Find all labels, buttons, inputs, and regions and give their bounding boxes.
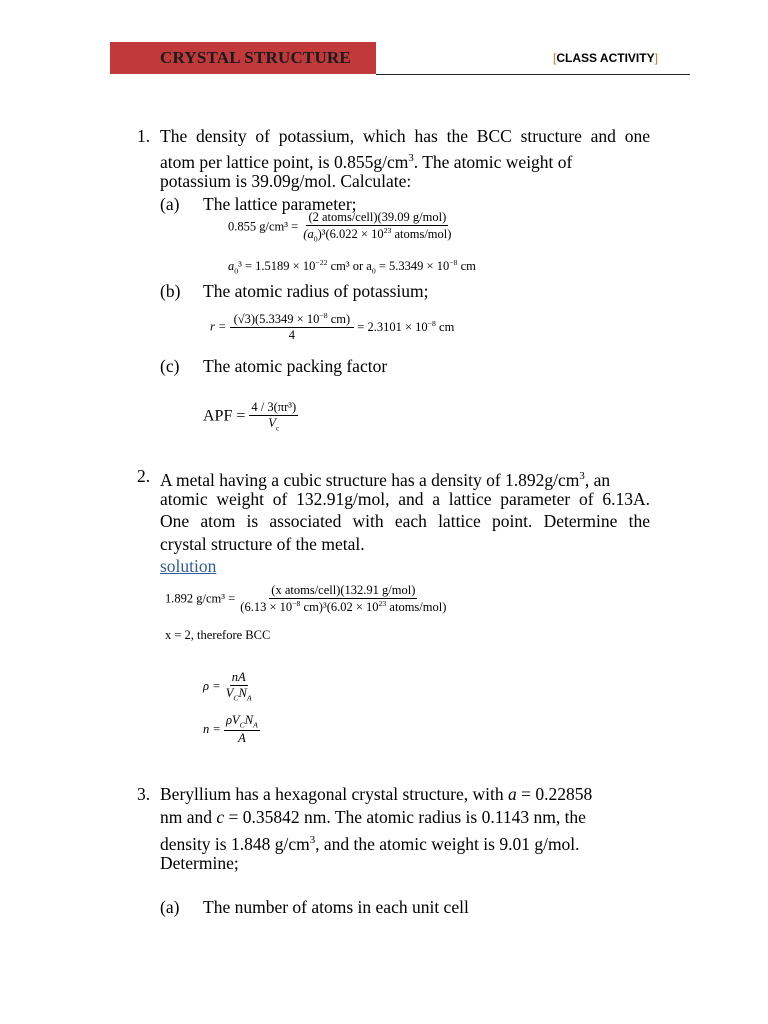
q1-eq-radius-fraction xyxy=(230,311,355,343)
q1-eq-density-numerator: (2 atoms/cell)(39.09 g/mol) xyxy=(308,210,447,224)
q1b-label: (b) xyxy=(160,281,181,301)
eq3-rhs-b: cm xyxy=(435,320,455,335)
q1-eq-den-c: atoms/mol) xyxy=(391,227,452,242)
q3-line-3-b: , and the atomic weight is 9.01 g/mol. xyxy=(315,833,580,854)
q2-eq-n-fraction xyxy=(224,713,260,746)
n-num-b: N xyxy=(244,713,254,727)
rho-den: V xyxy=(225,686,234,700)
q1-eq-lattice-result xyxy=(228,258,476,276)
q2-eq-n-numerator xyxy=(224,713,260,731)
q1-line-2-sup: 3 xyxy=(408,152,414,164)
q1-eq-apf-numerator: 4 / 3(πr³) xyxy=(251,400,297,414)
page-title: CRYSTAL STRUCTURE xyxy=(160,48,351,67)
q2-number: 2. xyxy=(137,466,151,486)
q1-line-2-text-b: . The atomic weight of xyxy=(413,151,573,172)
q3a-text: The number of atoms in each unit cell xyxy=(203,897,469,917)
q2-line-2: atomic weight of 132.91g/mol, and a lattice parameter of 6.13A. xyxy=(160,489,650,509)
q2-eq-density-lhs: 1.892 g/cm³ = xyxy=(165,591,236,606)
q1-eq-radius xyxy=(210,311,454,343)
class-activity-label: CLASS ACTIVITY xyxy=(556,51,655,65)
eq2-c: cm³ or a xyxy=(327,259,372,274)
q2-den-a: (6.13 × 10 xyxy=(240,600,293,615)
q1-line-2-text: atom per lattice point, is 0.855g/cm xyxy=(160,151,409,172)
eq2-d: = 5.3349 × 10 xyxy=(375,259,450,274)
n-num-sub1: C xyxy=(239,720,245,730)
header-rule xyxy=(376,74,690,75)
q2-eq-rho xyxy=(203,670,254,703)
q2-eq-result: x = 2, therefore BCC xyxy=(165,628,271,642)
q2-eq-rho-denominator xyxy=(224,686,254,703)
q1-line-3: potassium is 39.09g/mol. Calculate: xyxy=(160,171,412,191)
q3-line-4: Determine; xyxy=(160,853,239,873)
q1-eq-radius-lhs: r = xyxy=(210,319,227,334)
eq3-num-sup: −8 xyxy=(319,311,328,320)
bracket-open: [ xyxy=(553,51,557,65)
eq3-rhs-a: = 2.3101 × 10 xyxy=(357,320,428,335)
q1-line-1: The density of potassium, which has the BCC structure and one xyxy=(160,126,650,146)
q2-den-sup1: −8 xyxy=(292,599,301,608)
q2-line-4: crystal structure of the metal. xyxy=(160,534,365,554)
q2-eq-density-fraction xyxy=(238,583,448,615)
q1-eq-den-b: )³(6.022 × 10 xyxy=(317,227,384,242)
eq3-num-a: (√3)(5.3349 × 10 xyxy=(233,312,320,327)
eq2-sup2: −8 xyxy=(449,258,458,267)
eq2-a: a xyxy=(228,259,235,274)
q3-line-2-a: nm and xyxy=(160,807,217,827)
q1-eq-radius-denominator: 4 xyxy=(288,328,295,343)
q3-var-c: c xyxy=(216,807,225,827)
q3-var-a: a xyxy=(507,784,517,804)
q2-eq-n-denominator: A xyxy=(238,730,246,745)
eq2-sub2: 0 xyxy=(371,266,376,276)
q1-line-2 xyxy=(160,147,572,173)
q1-eq-density-fraction xyxy=(301,210,453,244)
eq2-e: cm xyxy=(457,259,476,274)
q1-eq-apf xyxy=(203,400,298,433)
q1-number: 1. xyxy=(137,126,151,146)
q1-eq-density-lhs: 0.855 g/cm³ = xyxy=(228,219,299,234)
rho-den-b: N xyxy=(238,686,247,700)
q3-line-3-sup: 3 xyxy=(309,834,316,846)
eq2-sup1: −22 xyxy=(315,258,328,267)
q2-eq-n xyxy=(203,713,260,746)
q1-eq-radius-rhs xyxy=(357,320,454,334)
q1c-text: The atomic packing factor xyxy=(203,356,388,376)
rho-den-sub1: C xyxy=(233,693,239,703)
q2-eq-rho-numerator: nA xyxy=(231,670,246,684)
q2-line-1 xyxy=(160,465,610,491)
q1a-text: The lattice parameter; xyxy=(203,194,357,214)
q2-eq-density-numerator: (x atoms/cell)(132.91 g/mol) xyxy=(271,583,416,597)
q3-number: 3. xyxy=(137,784,151,804)
q2-den-sup2: 23 xyxy=(378,599,387,608)
eq2-sub: 0 xyxy=(234,266,239,276)
q1-eq-apf-lhs: APF = xyxy=(203,407,246,425)
q3-line-1-a: Beryllium has a hexagonal crystal structure, with xyxy=(160,784,508,804)
q1-eq-den-sub: 0 xyxy=(313,234,318,244)
q1-eq-den-sup: 23 xyxy=(383,226,392,235)
bracket-close: ] xyxy=(654,51,658,65)
class-activity-tag xyxy=(553,51,658,65)
q1-eq-radius-numerator xyxy=(230,311,355,328)
q3-line-3-a: density is 1.848 g/cm xyxy=(160,833,310,854)
n-num-a: ρV xyxy=(225,713,240,727)
q3-line-1 xyxy=(160,783,592,805)
apf-den-sub: c xyxy=(275,423,280,433)
n-num-sub2: A xyxy=(253,720,258,730)
q1-eq-density xyxy=(228,210,453,244)
q3-line-2 xyxy=(160,806,586,828)
q2-den-c: atoms/mol) xyxy=(386,600,447,615)
eq2-b: ³ = 1.5189 × 10 xyxy=(238,259,316,274)
q2-eq-rho-lhs: ρ = xyxy=(203,678,221,693)
q2-line-1-sup: 3 xyxy=(579,470,585,482)
q1-eq-apf-denominator xyxy=(266,416,281,433)
q1-eq-den-a: (a xyxy=(303,227,314,242)
q1b-text: The atomic radius of potassium; xyxy=(203,281,429,301)
q3a-label: (a) xyxy=(160,897,180,917)
q2-eq-density-denominator xyxy=(238,599,448,615)
q1-eq-density-denominator xyxy=(301,226,453,244)
q3-line-1-b: = 0.22858 xyxy=(516,784,593,804)
apf-den-a: V xyxy=(268,416,276,430)
eq3-num-b: cm) xyxy=(327,312,351,327)
q2-eq-rho-fraction xyxy=(224,670,254,703)
q2-eq-n-lhs: n = xyxy=(203,721,221,736)
eq3-rhs-sup: −8 xyxy=(427,319,436,328)
q1a-label: (a) xyxy=(160,194,180,214)
q3-line-3 xyxy=(160,829,580,855)
q1c-label: (c) xyxy=(160,356,180,376)
q1-eq-apf-fraction xyxy=(249,400,298,433)
solution-link[interactable]: solution xyxy=(160,556,217,576)
q3-line-2-b: = 0.35842 nm. The atomic radius is 0.1143 nm, the xyxy=(224,807,586,827)
q2-line-1-b: , an xyxy=(584,469,611,490)
q2-den-b: cm)³(6.02 × 10 xyxy=(300,600,379,615)
q2-line-1-a: A metal having a cubic structure has a density of 1.892g/cm xyxy=(160,469,580,490)
q2-eq-density xyxy=(165,583,448,615)
rho-den-sub2: A xyxy=(246,693,252,703)
q2-line-3: One atom is associated with each lattice point. Determine the xyxy=(160,511,650,531)
